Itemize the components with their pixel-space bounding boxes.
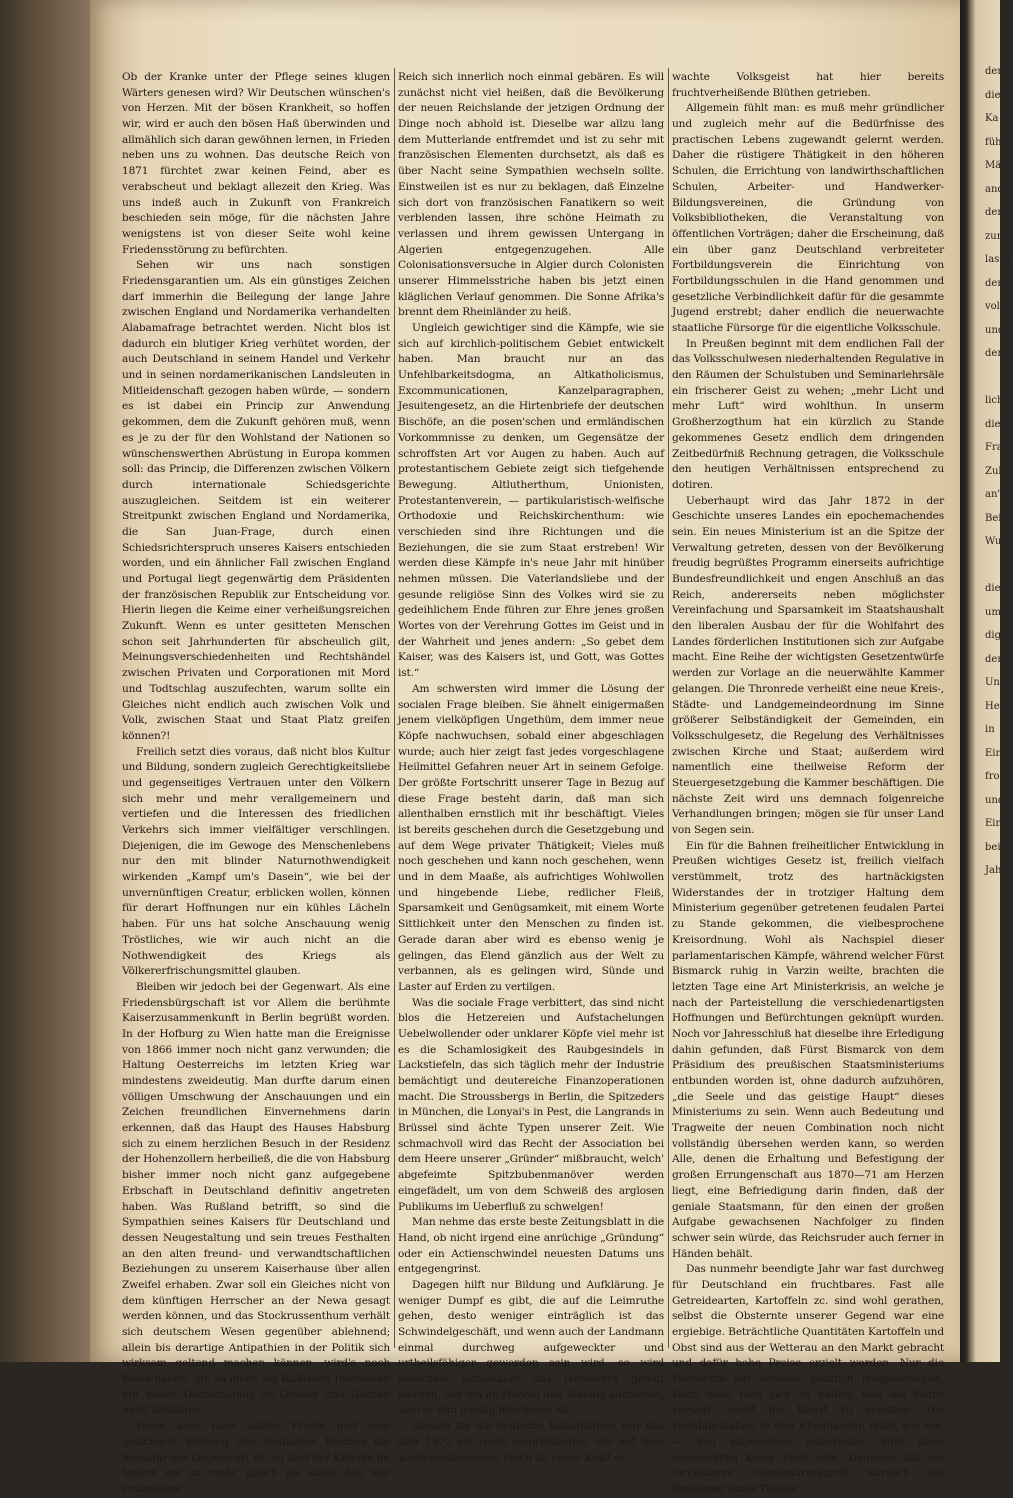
edge-fragment: and (985, 183, 1004, 195)
edge-fragment: Mä (985, 160, 1002, 171)
edge-fragment: und (985, 794, 1005, 806)
paragraph: Das nunmehr beendigte Jahr war fast durchweg für Deutschland ein fruchtbares. Fast alle Getreidearten, Kartoffeln zc. sind wohl gerathen, selbst die Obsternte unserer Gegend war eine ergiebige. Beträchtliche Quantitäten Kartoffeln und Obst sind aus der Wetterau an den Markt gebracht und dafür hohe Preise erzielt worden. Nur die Weinernte hat beinahe gänzlich fehlgeschlagen. Doch weiß man sich zu helfen; was die Natur versagt, sucht die Kunst zu ersetzen. Die Weinfabrikation in den Rheinlanden blüht wie nie. — Von allgemeiner materieller Noth kann gegenwärtig keine Rede sein. Dagegen hat ein furchtbares Elementarereigniß kürzlich die Bewohner eines Theiles (672, 1263, 944, 1495)
edge-fragment: Bei (985, 512, 1002, 524)
paragraph: Wenn aber nach außen Friede und eine gesicherte Stellung des deutschen Reiches die Signatur der Gegenwart ist, so sind der Kämpfe im Innern um so mehr, gleich als sollte das neu erstandene (122, 1420, 390, 1495)
edge-fragment: der (985, 653, 1003, 665)
edge-fragment: Einl (985, 747, 1006, 759)
edge-fragment (985, 366, 1000, 390)
edge-fragment: die (985, 89, 1001, 101)
paragraph: Ein für die Bahnen freiheitlicher Entwicklung in Preußen wichtiges Gesetz ist, freilich vielfach verstümmelt, trotz des hartnäckigsten Widerstandes der in trotziger Haltung dem Ministerium gegenüber getretenen feudalen Partei zu Stande gekommen, die vielbesprochene Kreisordnung. Wohl als Nachspiel dieser parlamentarischen Kämpfe, während welcher Fürst Bismarck ruhig in Varzin weilte, brachten die letzten Tage eine Art Ministerkrisis, an welche je nach der Parteistellung die verschiedenartigsten Hoffnungen und Befürchtungen geknüpft wurden. Noch vor Jahresschluß hat dieselbe ihre Erledigung dahin gefunden, daß Fürst Bismarck von dem Präsidium des preußischen Staatsministeriums entbunden worden ist, ohne dadurch aufzuhören, „die Seele und das geistige Haupt“ dieses Ministeriums zu sein. Wenn auch Bedeutung und Tragweite der neuen Combination noch nicht vollständig übersehen werden kann, so werden Alle, denen die Erhaltung und Befestigung der großen Errungenschaft aus 1870—71 am Herzen liegt, eine Befriedigung darin finden, daß der geniale Staatsmann, für den einen der großen Aufgabe gewachsenen Nachfolger zu finden schwer sein würde, das Reichsruder auch ferner in Händen behält. (672, 839, 944, 1260)
paragraph: Allgemein fühlt man: es muß mehr gründlicher und zugleich mehr auf die Bedürfnisse des practischen Lebens zugewandt gelernt werden. Daher die rüstigere Thätigkeit in den höheren Schulen, die Errichtung von landwirthschaftlichen Schulen, Arbeiter- und Handwerker-Bildungsvereinen, die Gründung von Volksbibliotheken, die Veranstaltung von öffentlichen Vorträgen; daher die Erscheinung, daß ein über ganz Deutschland verbreiteter Fortbildungsverein die Einrichtung von Fortbildungsschulen in die Hand genommen und gesetzliche Verbindlichkeit dafür für die gesammte Jugend erstrebt; daher endlich die neuerwachte staatliche Fürsorge für die eigentliche Volksschule. (672, 102, 944, 334)
paragraph: Reich sich innerlich noch einmal gebären. Es will zunächst nicht viel heißen, daß die Bevölkerung der neuen Reichslande der jetzigen Ordnung der Dinge noch abhold ist. Dieselbe war allzu lang dem Mutterlande entfremdet und ist zu sehr mit französischen Elementen durchsetzt, als daß es über Nacht seine Sympathien wechseln sollte. Einstweilen ist es nur zu beklagen, daß Einzelne sich dort von französischen Fanatikern so weit verblenden lassen, ihre schöne Heimath zu verlassen und ihrem gewissen Untergang in Algerien entgegenzugehen. Alle Colonisationsversuche in Algier durch Colonisten unserer Himmelsstriche haben bis jetzt einen kläglichen Verlauf genommen. Die Sonne Afrika's brennt dem Rheinländer zu heiß. (398, 71, 664, 319)
edge-fragment: Jah (985, 865, 1002, 876)
edge-fragment: Wu (985, 536, 1002, 547)
text-column-2 (398, 70, 664, 1466)
edge-fragment: der (985, 66, 1003, 77)
edge-fragment: Here (985, 700, 1011, 712)
edge-fragment: die (985, 418, 1001, 430)
edge-fragment: lich (985, 395, 1004, 406)
edge-fragment: vole (985, 301, 1006, 312)
paragraph: Bleiben wir jedoch bei der Gegenwart. Als eine Friedensbürgschaft ist vor Allem die berühmte Kaiserzusammenkunft in Berlin begrüßt worden. In der Hofburg zu Wien hatte man die Ereignisse von 1866 immer noch nicht ganz verwunden; die Haltung Oesterreichs im letzten Krieg war mindestens zweideutig. Man durfte darum einen völligen Umschwung der Anschauungen und ein Zeichen freundlichen Einvernehmens darin erkennen, daß das Haupt des Hauses Habsburg sich zu einem herzlichen Besuch in der Residenz der Hohenzollern herbeiließ, die die von Habsburg bisher immer noch nicht ganz aufgegebene Erbschaft in Deutschland definitiv angetreten haben. Was Rußland betrifft, so sind die Sympathien seines Kaisers für Deutschland und dessen Neugestaltung und sein treues Festhalten an den alten freund- und verwandtschaftlichen Beziehungen zu unserem Kaiserhause über allen Zweifel erhaben. Zwar soll ein Gleiches nicht von dem künftigen Herrscher an der Newa gesagt werden können, und das Stockrussenthum verhält sich deutschem Wesen gegenüber ablehnend; allein bis derartige Antipathien in der Politik sich wirksam geltend machen können, wird's noch Weile haben, um so mehr, als Rußlands Interessen mit denen Deutschlands im Großen und Ganzen nicht kollidiren. (122, 980, 390, 1417)
paragraph: Dagegen hilft nur Bildung und Aufklärung. Je weniger Dumpf es gibt, die auf die Leimruthe gehen, desto weniger einträglich ist das Schwindelgeschäft, und wenn auch der Landmann einmal durchweg aufgeweckter und urtheilsfähiger geworden sein wird, so wird manchem Schlaukopf das Handwerk gelegt werden, der ihn im Handel und Wandel ausbeutet, weil er ihm geistig überlegen ist. (398, 1278, 664, 1417)
edge-fragment: derer (985, 348, 1013, 359)
edge-fragment: der (985, 207, 1003, 218)
column-divider (668, 68, 669, 1348)
edge-fragment: digk (985, 630, 1008, 641)
edge-fragment: fro (985, 771, 1000, 782)
column-divider (394, 68, 395, 1348)
edge-fragment (985, 554, 1000, 578)
paragraph: Sehen wir uns nach sonstigen Friedensgarantien um. Als ein günstiges Zeichen darf immerhin die Beilegung der lange Jahre zwischen England und Nordamerika verhandelten Alabamafrage betrachtet werden. Nicht blos ist dadurch ein blutiger Krieg verhütet worden, der auch Deutschland in seinem Handel und Verkehr und in seinen nordamerikanischen Landsleuten in Mitleidenschaft gezogen haben würde, — sondern es ist dabei ein Princip zur Anwendung gekommen, dem die Zukunft gehören muß, wenn es je zu der für den Wohlstand der Nationen so wünschenswerthen Abrüstung in Europa kommen soll: das Princip, die Differenzen zwischen Völkern durch internationale Schiedsgerichte auszugleichen. Seitdem ist ein weiterer Streitpunkt zwischen England und Nordamerika, die San Juan-Frage, durch einen Schiedsrichterspruch unseres Kaisers entschieden worden, und ein ähnlicher Fall zwischen England und Portugal liegt gegenwärtig dem Präsidenten der französischen Republik zur Entscheidung vor. Hierin liegen die Keime einer verheißungsreichen Zukunft. Wenn es unter gesitteten Menschen schon seit Jahrhunderten für abscheulich gilt, Meinungsverschiedenheiten und Rechtshändel zwischen Privaten und Corporationen mit Mord und Todtschlag auszufechten, warum sollte ein Gleiches nicht endlich auch zwischen Volk und Volk, zwischen Staat und Staat Platz greifen können?! (122, 259, 390, 742)
edge-fragment: Ka (985, 113, 999, 124)
edge-fragment: Unt (985, 677, 1004, 688)
edge-fragment: und (985, 324, 1005, 336)
paragraph: Freilich setzt dies voraus, daß nicht blos Kultur und Bildung, sondern zugleich Gerechtigkeitsliebe und gegenseitiges Vertrauen unter den Völkern sich mehr und mehr verallgemeinern und vertiefen und die Interessen des friedlichen Verkehrs sich immer vielfältiger verschlingen. Diejenigen, die im Gewoge des Menschenlebens nur den mit blinder Naturnothwendigkeit wirkenden „Kampf um's Dasein“, wie bei der unvernünftigen Creatur, erblicken wollen, können für derart Hoffnungen nur ein kühles Lächeln haben. Für uns hat solche Anschauung wenig Tröstliches, wie wir auch nicht an die Nothwendigkeit des Kriegs als Völkererfrischungsmittel glauben. (122, 745, 390, 978)
paragraph: wachte Volksgeist hat hier bereits fruchtverheißende Blüthen getrieben. (672, 71, 944, 99)
edge-fragment: in (985, 724, 995, 735)
paragraph: Was die sociale Frage verbittert, das sind nicht blos die Hetzereien und Aufstachelungen Uebelwollender oder unklarer Köpfe viel mehr ist es die Schamlosigkeit des Raubgesindels in Lackstiefeln, das sich täglich mehr der Industrie bemächtigt und deutereiche Finanzoperationen macht. Die Stroussbergs in Berlin, die Spitzeders in München, die Lonyai's in Pest, die Langrands in Brüssel sind ächte Typen unserer Zeit. Wie schmachvoll wird das Recht der Association bei dem Heere unserer „Gründer“ mißbraucht, welch' abgefeimte Spitzbubenmanöver werden eingefädelt, um von dem Schweiß des arglosen Publikums im Ueberfluß zu schwelgen! (398, 996, 664, 1213)
paragraph: Ueberhaupt wird das Jahr 1872 in der Geschichte unseres Landes ein epochemachendes sein. Ein neues Ministerium ist an die Spitze der Verwaltung getreten, dessen von der Bevölkerung freudig begrüßtes Programm einerseits aufrichtige Bundesfreundlichkeit und engen Anschluß an das Reich, andererseits neben möglichster Vereinfachung und Sparsamkeit im Staatshaushalt den liberalen Ausbau der für die Wohlfahrt des Landes förderlichen Institutionen sich zur Aufgabe macht. Eine Reihe der wichtigsten Gesetzentwürfe werden zur Vorlage an die neuerwählte Kammer gelangen. Die Thronrede verheißt eine neue Kreis-, Städte- und Landgemeindeordnung im Sinne größerer Selbständigkeit der Gemeinden, ein Volksschulgesetz, die Regelung des Verhältnisses zwischen Kirche und Staat; außerdem wird namentlich eine theilweise Reform der Steuergesetzgebung die Kammer beschäftigen. Die nächste Zeit wird uns demnach folgenreiche Verhandlungen bringen; mögen sie für unser Land von Segen sein. (672, 494, 944, 836)
edge-fragment: Fra (985, 442, 1003, 453)
paragraph: Ob der Kranke unter der Pflege seines klugen Wärters genesen wird? Wir Deutschen wünschen's von Herzen. Mit der bösen Krankheit, so hoffen wir, wird er auch den bösen Haß überwinden und allmählich sich daran gewöhnen lernen, in Frieden neben uns zu wohnen. Das deutsche Reich von 1871 fürchtet zwar keinen Feind, aber es verabscheut und beklagt allezeit den Krieg. Was uns indeß auch in Zukunft von Frankreich beschieden sein möge, für die nächsten Jahre wenigstens ist von dieser Seite wohl keine Friedensstörung zu befürchten. (122, 71, 390, 256)
text-column-1 (122, 70, 390, 1498)
edge-fragment: bei (985, 841, 1001, 853)
edge-fragment: den (985, 277, 1004, 289)
paragraph: Gerade für die deutsche Volksbildung war das Jahr 1872 ein recht ersprießliches; der mit dem wiedererstandenen Reich zu neuer Kraft er- (398, 1420, 664, 1464)
facing-page-text-fragments (985, 60, 1013, 883)
edge-fragment: lasse (985, 254, 1011, 265)
edge-fragment: an's (985, 489, 1006, 500)
edge-fragment: führ (985, 136, 1007, 148)
edge-fragment: Ein (985, 818, 1002, 829)
edge-fragment: die (985, 583, 1001, 594)
paragraph: In Preußen beginnt mit dem endlichen Fall der das Volksschulwesen niederhaltenden Regulative in den Räumen der Schulstuben und Seminarlehrsäle ein frischerer Geist zu wehen; „mehr Licht und mehr Luft“ wird wohlthun. In unserm Großherzogthum hat ein kürzlich zu Stande gekommenes Gesetz endlich dem dringenden Zeitbedürfniß Rechnung getragen, die Volksschule den heutigen Verhältnissen entsprechend zu dotiren. (672, 337, 944, 491)
edge-fragment: um (985, 606, 1001, 618)
text-column-3 (672, 70, 944, 1498)
paragraph: Ungleich gewichtiger sind die Kämpfe, wie sie sich auf kirchlich-politischem Gebiet entwickelt haben. Man braucht nur an das Unfehlbarkeitsdogma, an Altkatholicismus, Excommunicationen, Kanzelparagraphen, Jesuitengesetz, an die Hirtenbriefe der deutschen Bischöfe, an die posen'schen und ermländischen Vorkommnisse zu denken, um Gegensätze der schroffsten Art vor Augen zu haben. Auch auf protestantischem Gebiete zeigt sich tiefgehende Bewegung. Altlutherthum, Unionisten, Protestantenverein, — partikularistisch-welfische Orthodoxie und Reichskirchenthum: wie verschieden sind ihre Richtungen und die Beziehungen, die sie zum Staat erstreben! Wir werden diese Kämpfe in's neue Jahr mit hinüber nehmen müssen. Die Vaterlandsliebe und der gesunde religiöse Sinn des Volkes wird sie zu gedeihlichem Ende führen zur Ehre jenes großen Wortes von der Verehrung Gottes im Geist und in der Wahrheit und jenes andern: „So gebet dem Kaiser, was des Kaisers ist, und Gott, was Gottes ist.“ (398, 322, 664, 680)
edge-fragment: zum (985, 230, 1007, 242)
paragraph: Man nehme das erste beste Zeitungsblatt in die Hand, ob nicht irgend eine anrüchige „Gründung“ oder ein Actienschwindel neuesten Datums uns entgegengrinst. (398, 1216, 664, 1276)
paragraph: Am schwersten wird immer die Lösung der socialen Frage bleiben. Sie ähnelt einigermaßen jenem vielköpfigen Ungethüm, dem immer neue Köpfe nachwuchsen, sobald einer abgeschlagen wurde; auch hier zeigt fast jedes vorgeschlagene Heilmittel Gefahren neuer Art in seinem Gefolge. Der größte Fortschritt unserer Tage in Bezug auf diese Frage besteht darin, daß man sich allenthalben ernstlich mit ihr beschäftigt. Vieles ist bereits geschehen durch die Gesetzgebung und auf dem Wege privater Thätigkeit; Vieles muß noch geschehen und kann noch geschehen, wenn und in dem Maaße, als aufrichtiges Wohlwollen und hingebende Liebe, redlicher Fleiß, Sparsamkeit und Genügsamkeit, mit einem Worte Sittlichkeit unter den Menschen zu finden ist. Gerade daran aber wird es ebenso wenig je gelingen, das Elend gänzlich aus der Welt zu verbannen, als es gelingen wird, Sünde und Laster auf Erden zu vertilgen. (398, 682, 664, 993)
edge-fragment: Zuk (985, 465, 1005, 477)
